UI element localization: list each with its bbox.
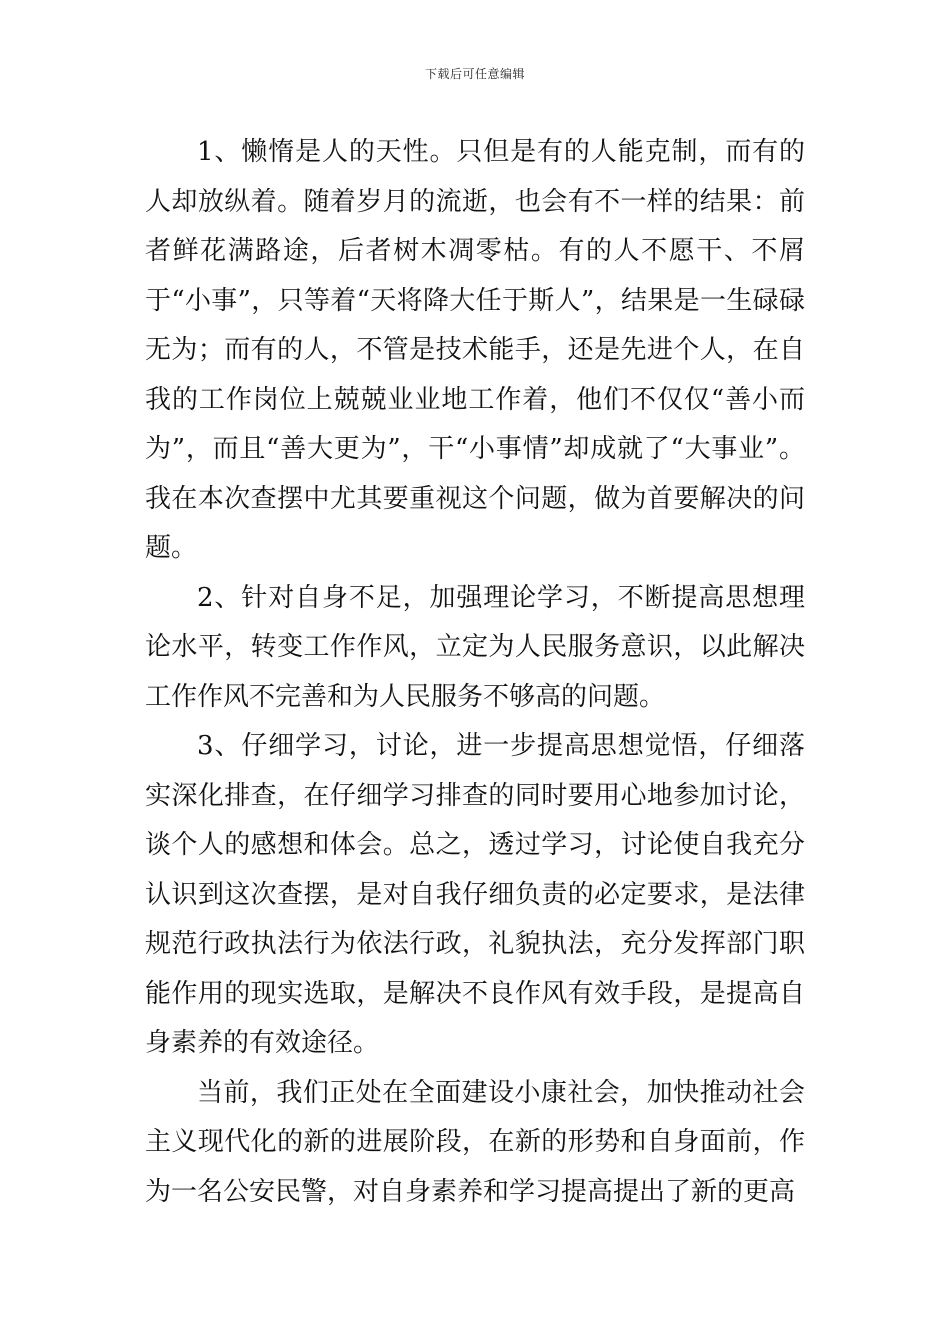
- page-header: 下载后可任意编辑: [424, 67, 525, 81]
- paragraph-3: 3、仔细学习，讨论，进一步提高思想觉悟，仔细落实深化排查，在仔细学习排查的同时要用心地参加讨论，谈个人的感想和体会。总之，透过学习，讨论使自我充分认识到这次查摆，是对自我仔细负责的必定要求，是法律规范行政执法行为依法行政，礼貌执法，充分发挥部门职能作用的现实选取，是解决不良作风有效手段，是提高自身素养的有效途径。: [145, 731, 805, 1058]
- paragraph-2: 2、针对自身不足，加强理论学习，不断提高思想理论水平，转变工作作风，立定为人民服务意识，以此解决工作作风不完善和为人民服务不够高的问题。: [145, 582, 805, 712]
- document-body: [145, 128, 805, 1217]
- paragraph-4: 当前，我们正处在全面建设小康社会，加快推动社会主义现代化的新的进展阶段，在新的形势和自身面前，作为一名公安民警，对自身素养和学习提高提出了新的更高: [145, 1077, 805, 1207]
- paragraph-1: 1、懒惰是人的天性。只但是有的人能克制，而有的人却放纵着。随着岁月的流逝，也会有不一样的结果：前者鲜花满路途，后者树木凋零枯。有的人不愿干、不屑于“小事”，只等着“天将降大任于斯人”，结果是一生碌碌无为；而有的人，不管是技术能手，还是先进个人，在自我的工作岗位上兢兢业业地工作着，他们不仅仅“善小而为”，而且“善大更为”，干“小事情”却成就了“大事业”。我在本次查摆中尤其要重视这个问题，做为首要解决的问题。: [145, 137, 805, 563]
